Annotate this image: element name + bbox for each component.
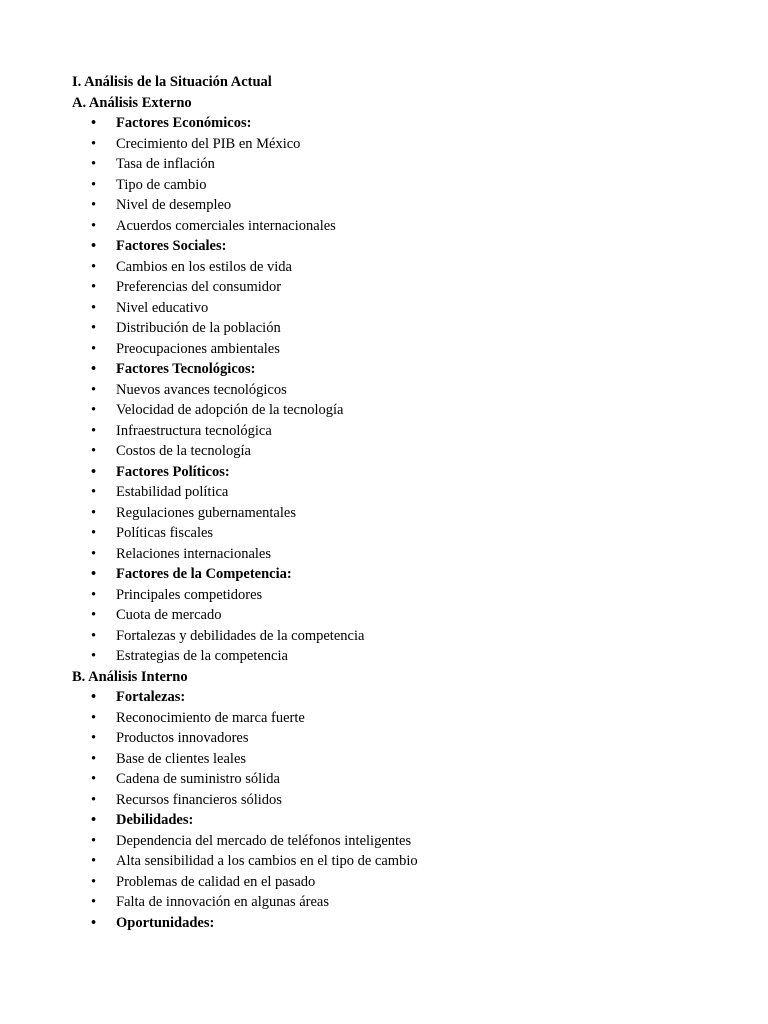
bullet-icon: • [91, 791, 97, 808]
bullet-icon: • [91, 320, 97, 336]
list-item [72, 769, 418, 790]
document-content [72, 72, 418, 933]
list-item [72, 544, 418, 565]
list-item [72, 523, 418, 544]
list-item-text: Tasa de inflación [116, 156, 215, 172]
list-item [72, 851, 418, 872]
bullet-icon: • [91, 361, 97, 377]
list-item-text: Fortalezas y debilidades de la competencia [116, 627, 365, 644]
list-item-text: Principales competidores [116, 586, 263, 603]
list-item [72, 421, 418, 442]
bullet-icon: • [91, 750, 97, 767]
bullet-icon: • [91, 484, 97, 500]
bullet-icon: • [91, 238, 97, 254]
list-item-text: Factores Tecnológicos: [116, 361, 256, 377]
list-item-text: Base de clientes leales [116, 750, 247, 767]
bullet-icon: • [91, 463, 97, 480]
list-item [72, 728, 418, 749]
list-item [72, 687, 418, 708]
list-item [72, 134, 418, 155]
list-item-text: Factores de la Competencia: [116, 566, 292, 582]
bullet-icon: • [91, 279, 97, 295]
list-item-text: Distribución de la población [116, 320, 281, 336]
bullet-icon: • [91, 115, 97, 131]
list-item [72, 154, 418, 175]
list-item [72, 564, 418, 585]
list-item-text: Velocidad de adopción de la tecnología [116, 402, 344, 418]
list-item [72, 585, 418, 606]
list-item [72, 400, 418, 421]
section-a-heading: A. Análisis Externo [72, 94, 192, 111]
list-item [72, 831, 418, 852]
list-item [72, 318, 418, 339]
bullet-icon: • [91, 217, 97, 234]
list-item-text: Nivel educativo [116, 299, 209, 316]
list-item-text: Fortalezas: [116, 689, 186, 705]
list-item-text: Crecimiento del PIB en México [116, 135, 301, 152]
bullet-icon: • [91, 607, 97, 623]
list-item-text: Cadena de suministro sólida [116, 771, 280, 787]
list-item-text: Tipo de cambio [116, 176, 207, 193]
bullet-icon: • [91, 812, 97, 828]
list-item-text: Factores Sociales: [116, 238, 227, 254]
bullet-icon: • [91, 156, 97, 172]
list-item [72, 277, 418, 298]
bullet-icon: • [91, 525, 97, 541]
bullet-icon: • [91, 689, 97, 705]
bullet-icon: • [91, 258, 97, 275]
list-item [72, 482, 418, 503]
list-item [72, 380, 418, 401]
list-item-text: Cambios en los estilos de vida [116, 258, 292, 275]
list-item [72, 646, 418, 667]
list-item-text: Acuerdos comerciales internacionales [116, 217, 336, 234]
bullet-icon: • [91, 504, 97, 521]
bullet-icon: • [91, 422, 97, 439]
list-item-text: Falta de innovación en algunas áreas [116, 894, 329, 910]
list-item [72, 339, 418, 360]
list-item-text: Oportunidades: [116, 914, 215, 931]
list-item [72, 790, 418, 811]
bullet-icon: • [91, 709, 97, 726]
list-item [72, 236, 418, 257]
bullet-icon: • [91, 853, 97, 869]
list-item [72, 913, 418, 934]
list-item [72, 298, 418, 319]
list-item [72, 708, 418, 729]
list-item-text: Alta sensibilidad a los cambios en el tipo de cambio [116, 853, 418, 869]
list-item [72, 195, 418, 216]
bullet-icon: • [91, 340, 97, 357]
bullet-icon: • [91, 545, 97, 562]
list-item [72, 359, 418, 380]
list-item [72, 175, 418, 196]
bullet-icon: • [91, 832, 97, 849]
bullet-icon: • [91, 176, 97, 193]
bullet-icon: • [91, 197, 97, 213]
bullet-icon: • [91, 443, 97, 459]
list-item-text: Estrategias de la competencia [116, 648, 288, 664]
bullet-icon: • [91, 299, 97, 316]
main-heading: I. Análisis de la Situación Actual [72, 74, 272, 90]
list-item [72, 462, 418, 483]
bullet-icon: • [91, 586, 97, 603]
list-item-text: Recursos financieros sólidos [116, 791, 282, 808]
list-item-text: Nivel de desempleo [116, 197, 232, 213]
bullet-icon: • [91, 730, 97, 746]
list-item-text: Costos de la tecnología [116, 443, 251, 459]
bullet-icon: • [91, 135, 97, 152]
bullet-icon: • [91, 771, 97, 787]
list-item-text: Preocupaciones ambientales [116, 340, 280, 357]
list-item-text: Preferencias del consumidor [116, 279, 282, 295]
list-item [72, 872, 418, 893]
bullet-icon: • [91, 648, 97, 664]
section-b-heading: B. Análisis Interno [72, 668, 188, 685]
list-item-text: Debilidades: [116, 812, 194, 828]
list-item [72, 257, 418, 278]
list-item-text: Reconocimiento de marca fuerte [116, 709, 305, 726]
list-item-text: Relaciones internacionales [116, 545, 272, 562]
bullet-icon: • [91, 402, 97, 418]
list-item-text: Estabilidad política [116, 484, 229, 500]
list-item [72, 216, 418, 237]
list-item [72, 441, 418, 462]
list-item [72, 113, 418, 134]
list-item-text: Dependencia del mercado de teléfonos inteligentes [116, 832, 412, 849]
bullet-icon: • [91, 381, 97, 398]
section-b-list [72, 687, 418, 933]
list-item-text: Infraestructura tecnológica [116, 422, 272, 439]
list-item [72, 749, 418, 770]
bullet-icon: • [91, 566, 97, 582]
list-item-text: Políticas fiscales [116, 525, 214, 541]
list-item [72, 626, 418, 647]
list-item-text: Factores Políticos: [116, 463, 230, 480]
list-item [72, 503, 418, 524]
list-item [72, 810, 418, 831]
list-item-text: Nuevos avances tecnológicos [116, 381, 287, 398]
list-item [72, 892, 418, 913]
bullet-icon: • [91, 627, 97, 644]
list-item-text: Productos innovadores [116, 730, 249, 746]
section-a-list [72, 113, 418, 667]
list-item-text: Problemas de calidad en el pasado [116, 873, 316, 890]
list-item [72, 605, 418, 626]
bullet-icon: • [91, 894, 97, 910]
list-item-text: Regulaciones gubernamentales [116, 504, 296, 521]
bullet-icon: • [91, 873, 97, 890]
list-item-text: Factores Económicos: [116, 115, 252, 131]
bullet-icon: • [91, 914, 97, 931]
list-item-text: Cuota de mercado [116, 607, 222, 623]
